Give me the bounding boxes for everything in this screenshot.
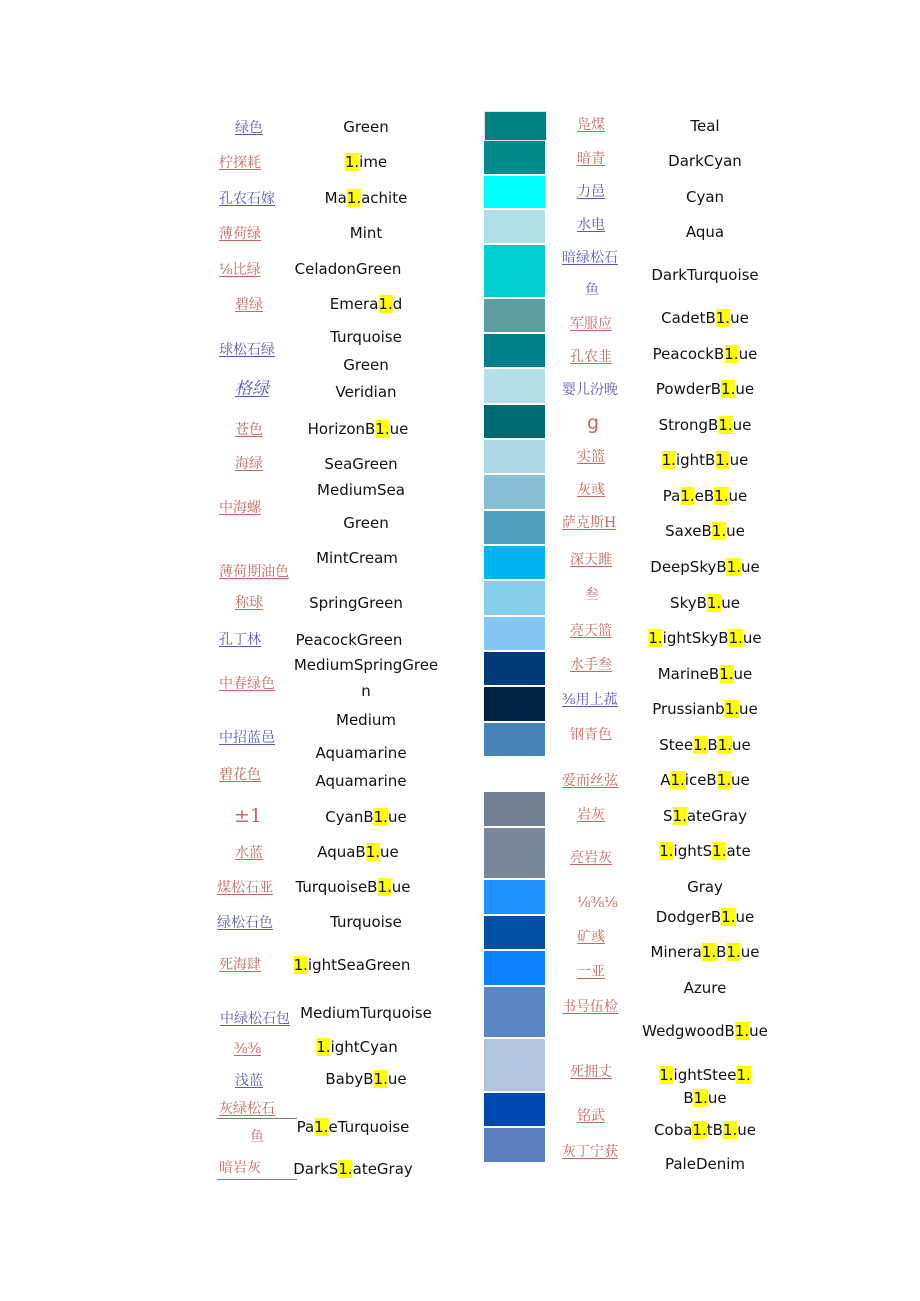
right-zh-label[interactable]: 钢青色	[570, 727, 612, 743]
right-zh-label[interactable]: 一亚	[577, 964, 605, 980]
color-swatch-teal	[484, 111, 547, 141]
left-en-label: SeaGreen	[324, 455, 398, 473]
left-zh-label[interactable]: 球松石绿	[219, 342, 275, 358]
left-en-label: MediumSea	[317, 481, 405, 499]
divider-line	[217, 1118, 297, 1119]
right-zh-label: 叁	[585, 587, 599, 603]
right-en-label: Coba1.tB1.ue	[654, 1121, 756, 1139]
left-en-label: MintCream	[316, 549, 398, 567]
right-en-label: PowderB1.ue	[655, 380, 755, 398]
color-swatch-steelblue	[484, 723, 545, 756]
color-swatch-saxeblue	[484, 511, 545, 544]
left-zh-label[interactable]: ⅜⅜	[234, 1041, 262, 1057]
color-swatch-darkcyan	[484, 141, 545, 174]
right-en-label: PeacockB1.ue	[652, 345, 758, 363]
right-zh-label[interactable]: 亮天篮	[570, 623, 612, 639]
right-zh-label[interactable]: 深天雎	[570, 552, 612, 568]
left-en-label: 1.ightSeaGreen	[293, 956, 411, 974]
left-en-label: Turquoise	[330, 328, 402, 346]
color-swatch-darkturquoise	[484, 245, 545, 297]
color-swatch-dodgerblue	[484, 880, 545, 914]
right-zh-label[interactable]: 书号伍检	[562, 999, 618, 1015]
left-zh-label[interactable]: 中绿松石包	[220, 1011, 290, 1027]
color-swatch-cobaltblue	[484, 1093, 545, 1126]
left-en-label: MediumSpringGree	[293, 656, 439, 674]
left-en-label: 1.ightCyan	[316, 1038, 398, 1056]
right-en-label: StrongB1.ue	[658, 416, 752, 434]
divider-line	[217, 1179, 297, 1180]
left-zh-label[interactable]: ⅛比绿	[219, 262, 261, 278]
color-swatch-cyan	[484, 176, 545, 208]
left-en-label: Aquamarine	[315, 744, 407, 762]
right-zh-label[interactable]: ⅜用上菰	[562, 692, 618, 708]
left-en-label: n	[361, 682, 371, 700]
right-zh-label[interactable]: 铭武	[577, 1108, 605, 1124]
left-zh-label[interactable]: 孔丁林	[219, 632, 261, 648]
left-en-label: BabyB1.ue	[325, 1070, 407, 1088]
color-swatch-slategray	[484, 792, 545, 826]
left-en-label: Mint	[349, 224, 383, 242]
right-en-label: S1.ateGray	[662, 807, 748, 825]
left-en-label: AquaB1.ue	[317, 843, 399, 861]
right-zh-label[interactable]: 矿彧	[577, 929, 605, 945]
left-en-label: Emera1.d	[329, 295, 403, 313]
left-zh-label: 鱼	[250, 1129, 264, 1145]
left-en-label: CyanB1.ue	[325, 808, 407, 826]
right-en-label: DarkTurquoise	[651, 266, 759, 284]
left-en-label: PeacockGreen	[295, 631, 403, 649]
color-swatch-wedgwoodblue	[484, 987, 545, 1037]
color-swatch-strongblue	[484, 405, 545, 438]
left-en-label: CeladonGreen	[294, 260, 402, 278]
right-en-label: Azure	[683, 979, 727, 997]
left-zh-label[interactable]: 绿松石色	[217, 915, 273, 931]
right-zh-label[interactable]: 灰彧	[577, 482, 605, 498]
left-zh-label[interactable]: 灰绿松石	[219, 1101, 275, 1117]
color-swatch-mineralblue	[484, 916, 545, 949]
left-en-label: Ma1.achite	[324, 189, 408, 207]
color-swatch-lightsteelblue	[484, 1039, 545, 1091]
left-en-label: DarkS1.ateGray	[293, 1160, 413, 1178]
left-zh-label[interactable]: 碧绿	[235, 297, 263, 313]
left-en-label: MediumTurquoise	[300, 1004, 432, 1022]
right-en-label: A1.iceB1.ue	[660, 771, 750, 789]
right-zh-label[interactable]: 力邑	[577, 184, 605, 200]
right-zh-label[interactable]: 孔农韭	[570, 349, 612, 365]
right-en-label: Teal	[690, 117, 720, 135]
right-en-label: Pa1.eB1.ue	[662, 487, 748, 505]
color-swatch-paleblue	[484, 475, 545, 509]
left-zh-label[interactable]: 苍色	[235, 422, 263, 438]
left-zh-label[interactable]: 柠探耗	[219, 155, 261, 171]
right-en-label: Aqua	[685, 223, 725, 241]
right-zh-label[interactable]: 实篮	[577, 449, 605, 465]
right-en-label: 1.ightS1.ate	[659, 842, 751, 860]
left-zh-label[interactable]: 煤松石亚	[217, 880, 273, 896]
right-en-label: MarineB1.ue	[657, 665, 753, 683]
left-en-label: Medium	[336, 711, 396, 729]
left-zh-label[interactable]: ±1	[234, 805, 263, 827]
left-en-label: HorizonB1.ue	[307, 420, 409, 438]
right-en-label: Gray	[687, 878, 723, 896]
left-en-label: Turquoise	[330, 913, 402, 931]
right-en-label: Stee1.B1.ue	[659, 736, 751, 754]
color-swatch-aqua	[484, 210, 545, 243]
left-zh-label[interactable]: 浅蓝	[235, 1073, 263, 1089]
left-zh-label[interactable]: 水蓝	[235, 845, 263, 861]
right-zh-label[interactable]: 死拥丈	[570, 1064, 612, 1080]
right-zh-label[interactable]: 军服应	[570, 316, 612, 332]
right-en-label: 1.ightB1.ue	[661, 451, 749, 469]
left-en-label: Green	[343, 118, 389, 136]
right-zh-label[interactable]: 岩灰	[577, 807, 605, 823]
right-en-label: CadetB1.ue	[661, 309, 749, 327]
left-en-label: Pa1.eTurquoise	[296, 1118, 410, 1136]
left-zh-label[interactable]: 海绿	[235, 456, 263, 472]
right-en-label: Prussianb1.ue	[652, 700, 758, 718]
left-zh-label[interactable]: 薄荷绿	[219, 226, 261, 242]
right-zh-label[interactable]: 萨克斯H	[562, 515, 617, 531]
left-en-label: Green	[343, 356, 389, 374]
left-zh-label[interactable]: 格绿	[235, 379, 269, 399]
color-swatch-paledenim	[484, 1128, 545, 1162]
right-en-label: PaleDenim	[664, 1155, 746, 1173]
right-en-label: Cyan	[685, 188, 725, 206]
right-zh-label[interactable]: 暗绿松石	[562, 250, 618, 266]
left-en-label: SpringGreen	[309, 594, 403, 612]
color-swatch-prussianblue	[484, 687, 545, 721]
right-zh-label[interactable]: 水手叁	[570, 657, 612, 673]
left-en-label: 1.ime	[344, 153, 388, 171]
color-swatch-azure	[484, 951, 545, 985]
right-zh-label[interactable]: ⅛⅜⅛	[577, 895, 618, 911]
color-swatch-lightskyblue	[484, 617, 545, 650]
left-zh-label[interactable]: 碧花色	[219, 767, 261, 783]
right-en-label: B1.ue	[683, 1089, 727, 1107]
right-zh-label[interactable]: 爱而丝弦	[562, 773, 618, 789]
right-en-label: 1.ightStee1.	[659, 1066, 751, 1084]
right-zh-label[interactable]: 婴儿汾晚	[562, 382, 618, 398]
right-en-label: Minera1.B1.ue	[650, 943, 760, 961]
left-zh-label[interactable]: 绿色	[235, 120, 263, 136]
color-swatch-deepskyblue	[484, 546, 545, 579]
right-zh-label[interactable]: 凫煤	[577, 117, 605, 133]
right-zh-label[interactable]: g	[587, 412, 600, 434]
color-swatch-skyblue	[484, 581, 545, 615]
right-en-label: SaxeB1.ue	[665, 522, 745, 540]
left-zh-label[interactable]: 称球	[235, 595, 263, 611]
right-en-label: WedgwoodB1.ue	[642, 1022, 768, 1040]
left-zh-label[interactable]: 孔农石嫁	[219, 191, 275, 207]
left-en-label: Aquamarine	[315, 772, 407, 790]
right-zh-label[interactable]: 亮岩灰	[570, 850, 612, 866]
left-zh-label[interactable]: 暗岩灰	[219, 1160, 261, 1176]
right-en-label: SkyB1.ue	[670, 594, 740, 612]
color-swatch-lightslategray	[484, 828, 545, 878]
color-swatch-powderblue	[484, 369, 545, 403]
left-en-label: Green	[343, 514, 389, 532]
color-swatch-cadetblue	[484, 299, 545, 332]
right-en-label: 1.ightSkyB1.ue	[648, 629, 762, 647]
right-zh-label[interactable]: 水电	[577, 217, 605, 233]
right-zh-label[interactable]: 灰丁宁获	[562, 1144, 618, 1160]
right-zh-label: 鱼	[585, 282, 599, 298]
left-en-label: Veridian	[335, 383, 397, 401]
color-swatch-peacockblue	[484, 334, 545, 367]
color-swatch-lightblue	[484, 440, 545, 473]
left-zh-label[interactable]: 中招蓝邑	[219, 730, 275, 746]
right-en-label: DarkCyan	[668, 152, 742, 170]
right-zh-label[interactable]: 暗青	[577, 151, 605, 167]
left-zh-label[interactable]: 死海肆	[219, 957, 261, 973]
right-en-label: DodgerB1.ue	[655, 908, 755, 926]
left-en-label: TurquoiseB1.ue	[295, 878, 411, 896]
right-en-label: DeepSkyB1.ue	[650, 558, 760, 576]
left-zh-label[interactable]: 中海螺	[219, 500, 261, 516]
color-swatch-marineblue	[484, 652, 545, 685]
left-zh-label[interactable]: 中春绿色	[219, 676, 275, 692]
left-zh-label[interactable]: 薄荷期油色	[219, 564, 289, 580]
